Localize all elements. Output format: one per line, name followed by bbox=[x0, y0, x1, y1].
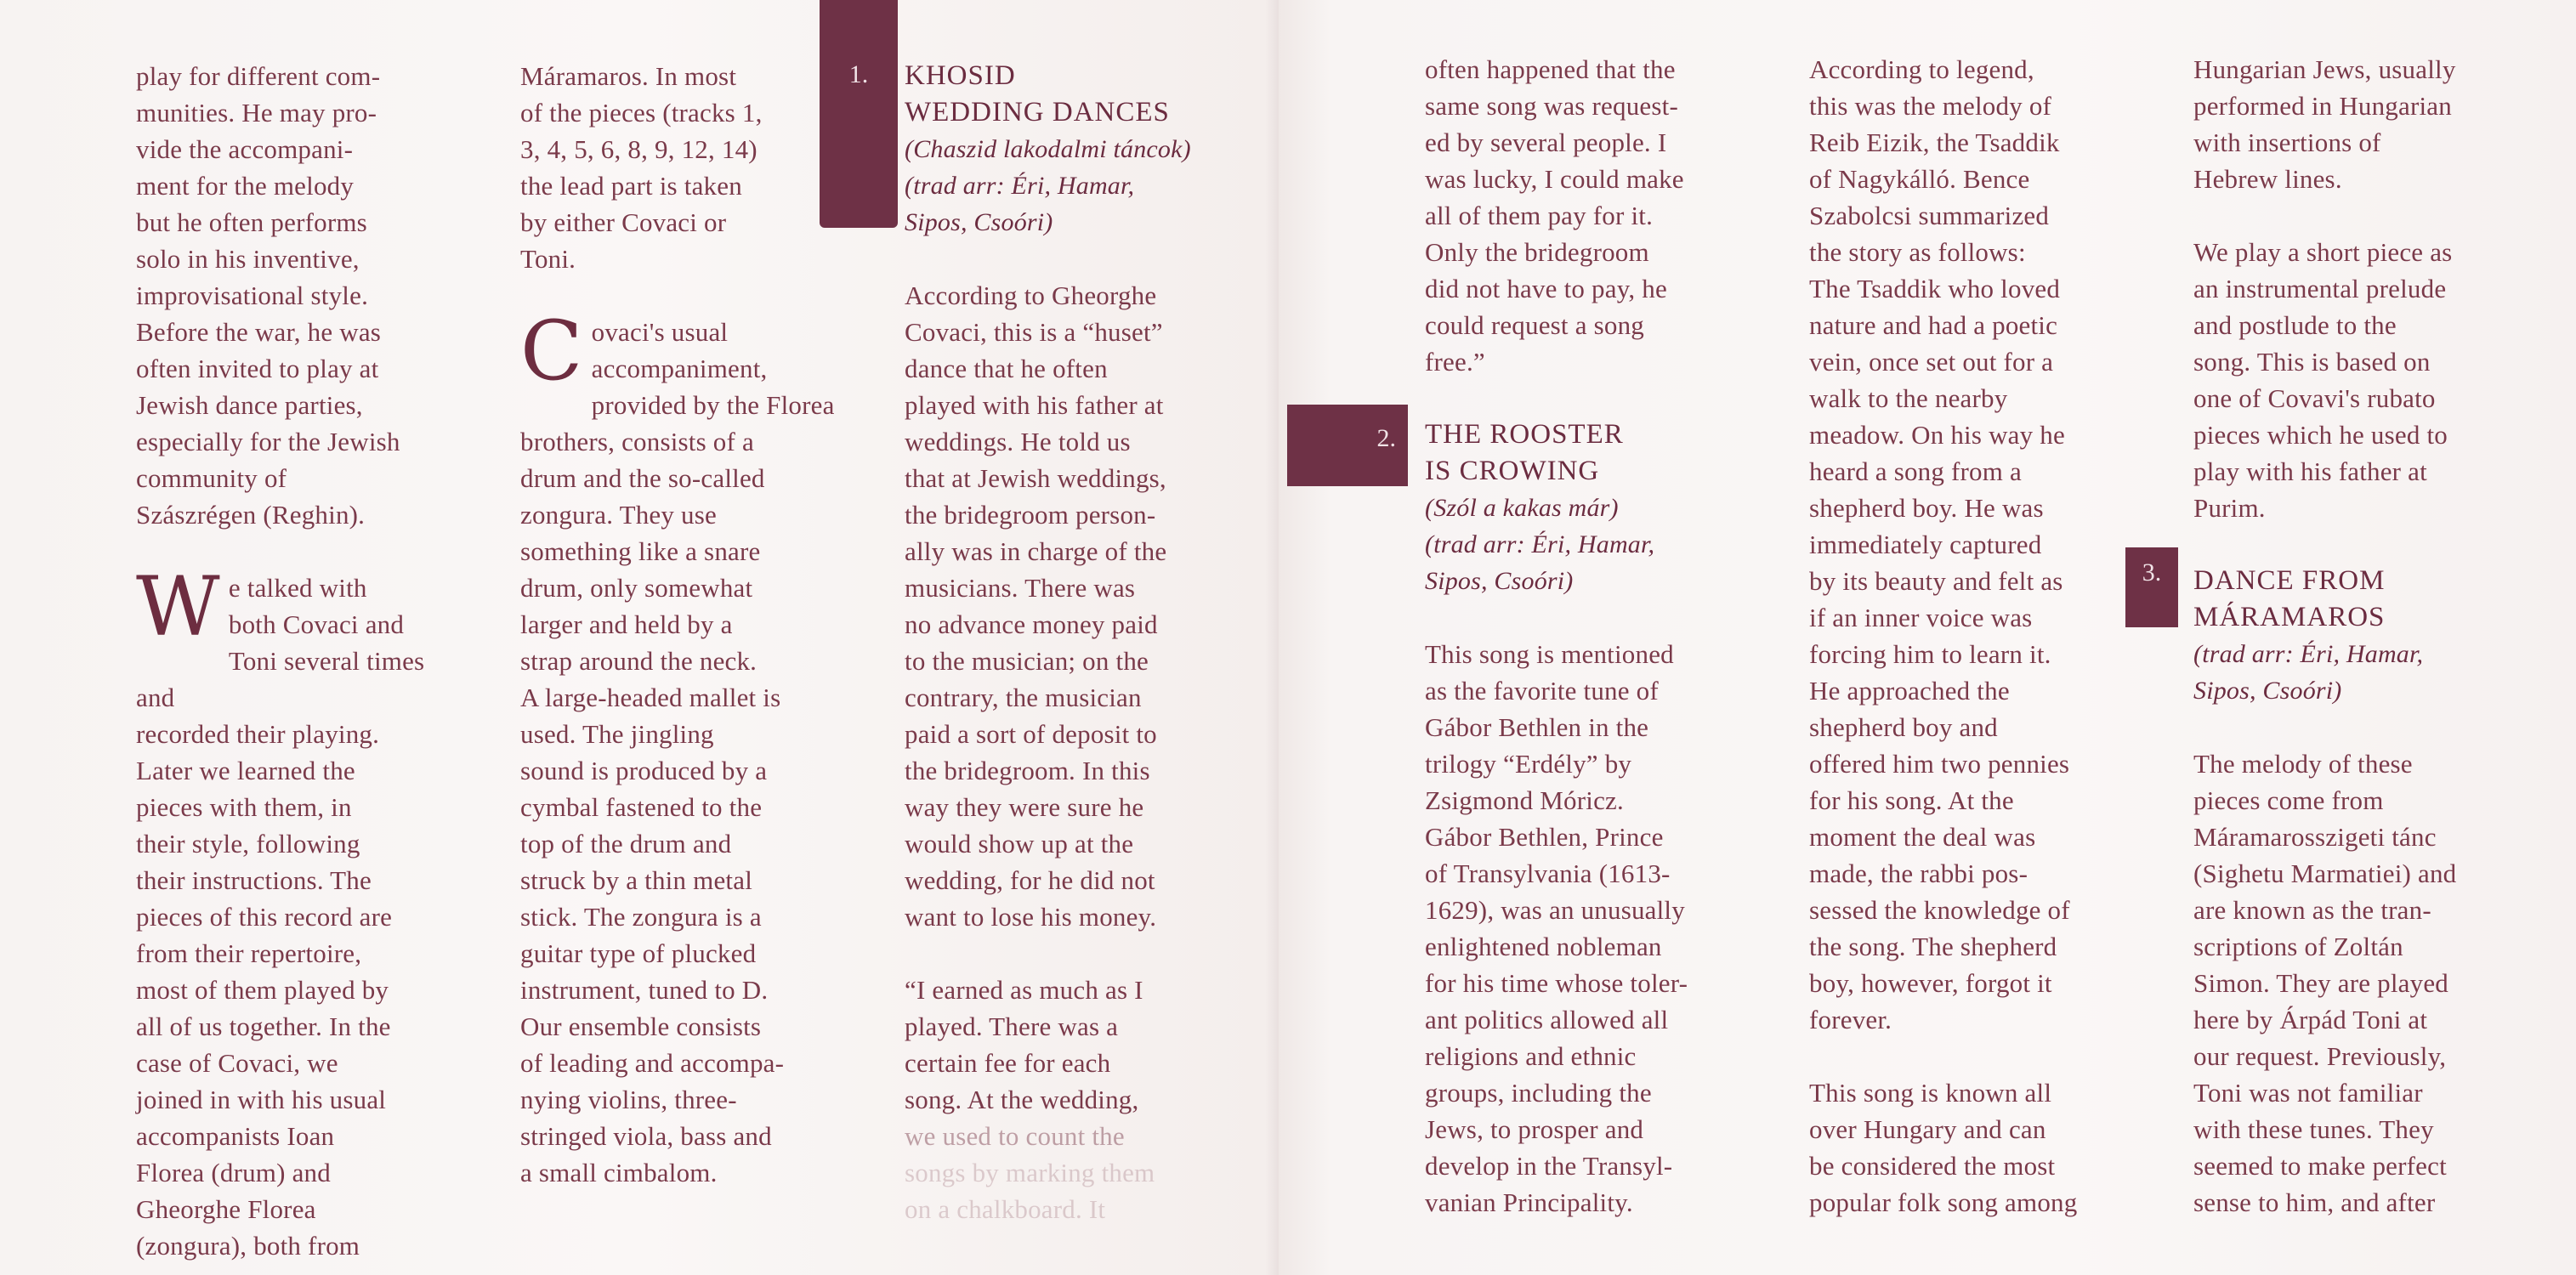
track-title: KHOSID WEDDING DANCES bbox=[905, 60, 1170, 128]
track-heading bbox=[905, 58, 1236, 241]
drop-cap: C bbox=[520, 303, 583, 399]
paragraph: often happened that the same song was request- ed by several people. I was lucky, I could make all of them pay for it. Only the bridegroom did not have to pay, he could request a song free.” bbox=[1425, 54, 1684, 377]
paragraph bbox=[905, 972, 1236, 1227]
right-page bbox=[1279, 0, 2576, 1275]
paragraph: According to Gheorghe Covaci, this is a “huset” dance that he often played with his father at weddings. He told us that at Jewish weddings, the bridegroom person- ally was in charge of the musicians. There was no advance money paid to the musician; on the contrary, the musician paid a sort of deposit to the bridegroom. In this way they were sure he would show up at the wedding, for he did not want to lose his money. bbox=[905, 280, 1167, 932]
track-number: 1. bbox=[848, 60, 869, 88]
paragraph: Hungarian Jews, usually performed in Hungarian with insertions of Hebrew lines. bbox=[2193, 54, 2456, 194]
track-heading bbox=[1425, 416, 1756, 599]
track-subtitle: (Chaszid lakodalmi táncok) (trad arr: Éri, Hamar, Sipos, Csoóri) bbox=[905, 135, 1191, 236]
track-title: THE ROOSTER IS CROWING bbox=[1425, 419, 1624, 486]
paragraph-text: “I earned as much as I played. There was a certain fee for each song. At the wedding, bbox=[905, 975, 1143, 1114]
track-number: 2. bbox=[1376, 424, 1396, 452]
paragraph: According to legend, this was the melody of Reib Eizik, the Tsaddik of Nagykálló. Bence Szabolcsi summarized the story as follows: The Tsaddik who loved nature and had a poetic vein, once set out for a walk to the nearby meadow. On his way he heard a song from a shepherd boy. He was immediately captured by its beauty and felt as if an inner voice was forcing him to learn it. He approached the shepherd boy and offered him two pennies for his song. At the moment the deal was made, the rabbi pos- sessed the knowledge of the song. The shepherd boy, however, forgot it forever. bbox=[1809, 54, 2070, 1034]
paragraph bbox=[136, 559, 459, 1264]
track-marker-2 bbox=[1287, 405, 1408, 486]
left-column-2 bbox=[520, 58, 843, 1191]
drop-cap: W bbox=[136, 559, 220, 654]
track-title: DANCE FROM MÁRAMAROS bbox=[2193, 565, 2386, 632]
paragraph: We play a short piece as an instrumental prelude and postlude to the song. This is based on one of Covavi's rubato pieces which he used to play with his father at Purim. bbox=[2193, 237, 2453, 523]
faded-text: songs by marking them on a chalkboard. It bbox=[905, 1158, 1155, 1224]
paragraph: This song is known all over Hungary and can be considered the most popular folk song among bbox=[1809, 1078, 2078, 1217]
track-marker-1 bbox=[820, 0, 898, 228]
left-column-3 bbox=[905, 58, 1236, 1227]
paragraph: Máramaros. In most of the pieces (tracks 1, 3, 4, 5, 6, 8, 9, 12, 14) the lead part is taken by either Covaci or Toni. bbox=[520, 61, 763, 274]
faded-text: we used to count the bbox=[905, 1121, 1125, 1151]
paragraph-text: ovaci's usual accompaniment, provided by the Florea brothers, consists of a drum and the so-called zongura. They use something like a snare drum, only somewhat larger and held by a strap around the neck. A large-headed mallet is used. The jingling sound is produced by a cymbal fastened to the top of the drum and struck by a thin metal stick. The zongura is a guitar type of plucked instrument, tuned to D. Our ensemble consists of leading and accompa- nying violins, three- stringed viola, bass and a small cimbalom. bbox=[520, 317, 835, 1187]
right-column-3 bbox=[2193, 51, 2533, 1221]
paragraph bbox=[520, 303, 843, 1191]
track-number: 3. bbox=[2142, 558, 2162, 586]
track-heading bbox=[2193, 563, 2533, 709]
paragraph: play for different com- munities. He may pro- vide the accompani- ment for the melody but he often performs solo in his inventive, improvisational style. Before the war, he was often invited to play at Jewish dance parties, especially for the Jewish community of Szászrégen (Reghin). bbox=[136, 61, 400, 530]
paragraph: The melody of these pieces come from Máramarosszigeti tánc (Sighetu Marmatiei) and are known as the tran- scriptions of Zoltán Simon. They are played here by Árpád Toni at our request. Previously, Toni was not familiar with these tunes. They seemed to make perfect sense to him, and after bbox=[2193, 749, 2457, 1217]
left-column-1 bbox=[136, 58, 459, 1264]
right-column-1 bbox=[1425, 51, 1756, 1221]
paragraph-text: e talked with both Covaci and Toni several times and recorded their playing. Later we learned the pieces with them, in their style, following their instructions. The pieces of this record are from their repertoire, most of them played by all of us together. In the case of Covaci, we joined in with his usual accompanists Ioan Florea (drum) and Gheorghe Florea (zongura), both from bbox=[136, 573, 425, 1261]
left-page bbox=[0, 0, 1279, 1275]
right-column-2 bbox=[1809, 51, 2149, 1221]
paragraph: This song is mentioned as the favorite tune of Gábor Bethlen in the trilogy “Erdély” by Zsigmond Móricz. Gábor Bethlen, Prince of Transylvania (1613- 1629), was an unusually enlightened nobleman for his time whose toler- ant politics allowed all religions and ethnic groups, including the Jews, to prosper and develop in the Transyl- vanian Principality. bbox=[1425, 639, 1688, 1217]
track-marker-3 bbox=[2125, 547, 2178, 627]
track-subtitle: (Szól a kakas már) (trad arr: Éri, Hamar, Sipos, Csoóri) bbox=[1425, 494, 1655, 595]
track-subtitle: (trad arr: Éri, Hamar, Sipos, Csoóri) bbox=[2193, 640, 2424, 705]
